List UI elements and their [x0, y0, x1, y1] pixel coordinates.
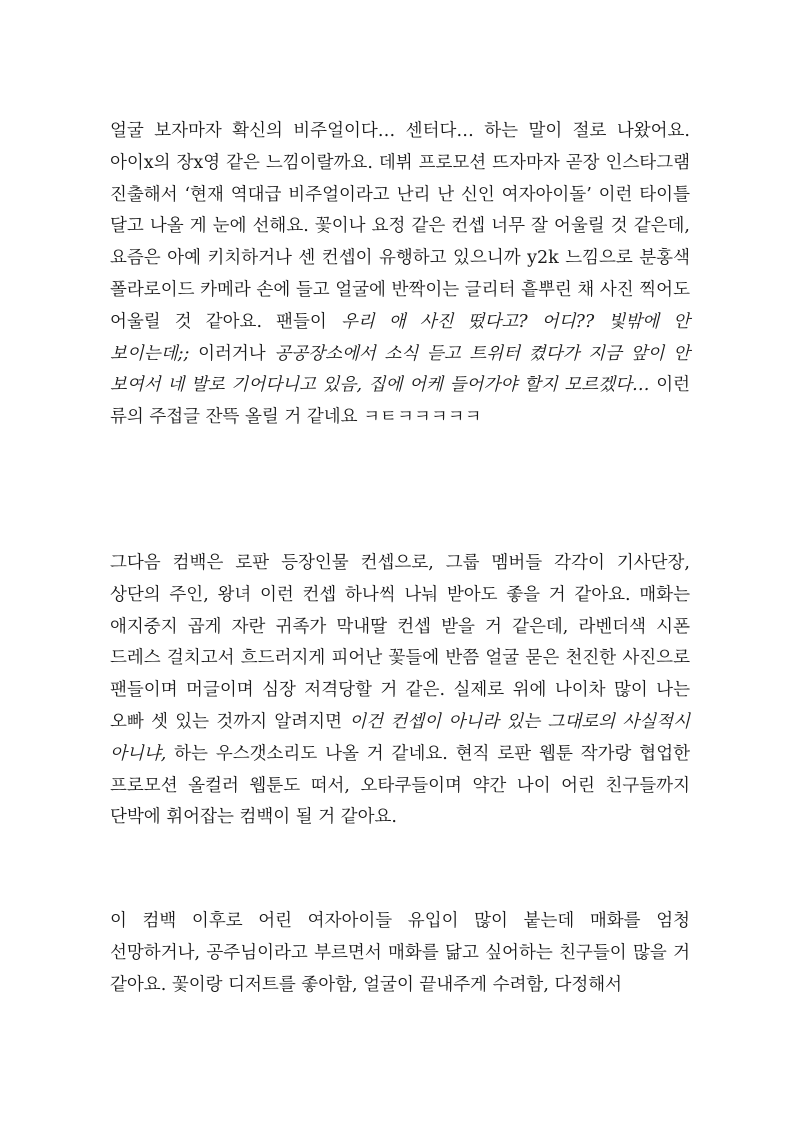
paragraph-3: [110, 906, 690, 1001]
paragraph-1-run-3: 이러거나: [189, 343, 275, 364]
paragraph-2-run-3: 하는 우스갯소리도 나올 거 같네요. 현직 로판 웹툰 작가랑 협업한 프로모션 올컬러 웹툰도 떠서, 오타쿠들이며 약간 나이 어린 친구들까지 단박에 휘어잡는 컴백이 될 거 같아요.: [110, 743, 690, 828]
paragraph-1-run-5: 이런 류의 주접글 잔뜩 올릴 거 같네요 ㅋㅌㅋㅋㅋㅋㅋ: [110, 375, 691, 428]
paragraph-1: [110, 116, 690, 434]
paragraph-1-italic-quote-1: 우리 애 사진 떴다고? 어디?? 빛밖에 안 보이는데;;: [110, 311, 690, 364]
paragraph-2-run-1: 그다음 컴백은 로판 등장인물 컨셉으로, 그룹 멤버들 각각이 기사단장, 상단의 주인, 왕녀 이런 컨셉 하나씩 나눠 받아도 좋을 거 같아요. 매화는 애지중지 곱게 자란 귀족가 막내딸 컨셉 받을 거 같은데, 라벤더색 시폰 드레스 걸치고서 흐드러지게 피어난 꽃들에 반쯤 얼굴 묻은 천진한 사진으로 팬들이며 머글이며 심장 저격당할 거 같은. 실제로 위에 나이차 많이 나는 오빠 셋 있는 것까지 알려지면: [110, 553, 690, 732]
paragraph-2-italic-quote: 이건 컨셉이 아니라 있는 그대로의 사실적시 아니냐,: [110, 711, 690, 764]
paragraph-1-run-1: 얼굴 보자마자 확신의 비주얼이다… 센터다… 하는 말이 절로 나왔어요. 아이x의 장x영 같은 느낌이랄까요. 데뷔 프로모션 뜨자마자 곧장 인스타그램 진출해서 ‘현재 역대급 비주얼이라고 난리 난 신인 여자아이돌’ 이런 타이틀 달고 나올 게 눈에 선해요. 꽃이나 요정 같은 컨셉 너무 잘 어울릴 것 같은데, 요즘은 아예 키치하거나 센 컨셉이 유행하고 있으니까 y2k 느낌으로 분홍색 폴라로이드 카메라 손에 들고 얼굴에 반짝이는 글리터 흩뿌린 채 사진 찍어도 어울릴 것 같아요. 팬들이: [110, 121, 690, 332]
paragraph-1-italic-quote-2: 공공장소에서 소식 듣고 트위터 켰다가 지금 앞이 안 보여서 네 발로 기어다니고 있음, 집에 어케 들어가야 할지 모르겠다…: [110, 343, 690, 396]
paragraph-2: [110, 548, 690, 834]
paragraph-3-run-1: 이 컴백 이후로 어린 여자아이들 유입이 많이 붙는데 매화를 엄청 선망하거나, 공주님이라고 부르면서 매화를 닮고 싶어하는 친구들이 많을 거 같아요. 꽃이랑 디저트를 좋아함, 얼굴이 끝내주게 수려함, 다정해서: [110, 911, 690, 995]
